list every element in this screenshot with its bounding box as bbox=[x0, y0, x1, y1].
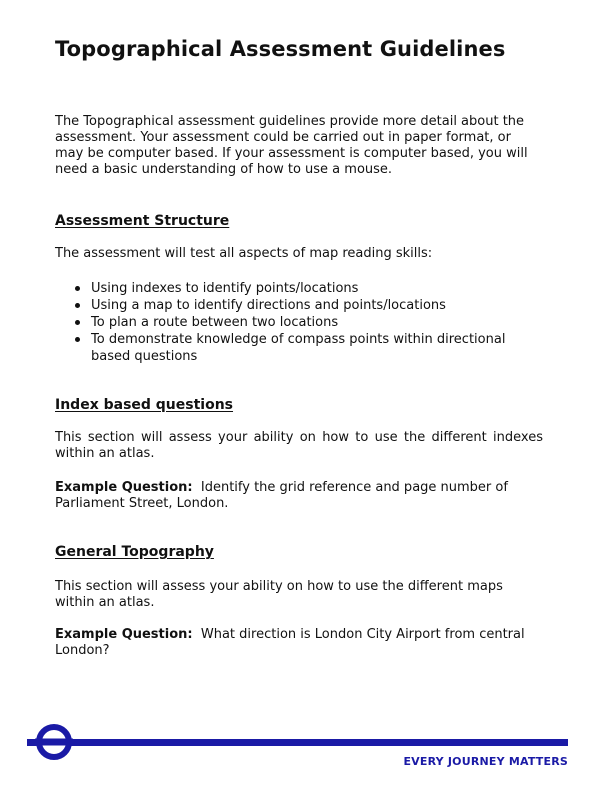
skills-list bbox=[55, 280, 525, 365]
footer-bar bbox=[27, 739, 568, 746]
example-question-label: Example Question: bbox=[55, 627, 193, 642]
assessment-structure-heading: Assessment Structure bbox=[55, 213, 230, 229]
bullet-icon bbox=[75, 303, 80, 308]
assessment-structure-lead: The assessment will test all aspects of map reading skills: bbox=[55, 246, 433, 261]
list-item-text: To demonstrate knowledge of compass points within directional based questions bbox=[91, 332, 506, 364]
list-item bbox=[55, 297, 525, 314]
example-question-text: What direction is London City Airport from central London? bbox=[55, 627, 525, 658]
topography-example-question bbox=[55, 627, 543, 659]
list-item-text: Using a map to identify directions and points/locations bbox=[91, 298, 446, 313]
general-topography-heading: General Topography bbox=[55, 544, 214, 560]
bullet-icon bbox=[75, 286, 80, 291]
list-item bbox=[55, 314, 525, 331]
list-item bbox=[55, 280, 525, 297]
general-topography-description: This section will assess your ability on how to use the different maps within an atlas. bbox=[55, 579, 503, 610]
page-title: Topographical Assessment Guidelines bbox=[55, 37, 506, 61]
intro-paragraph: The Topographical assessment guidelines provide more detail about the assessment. Your assessment could be carried out in paper format, or may be computer based. If your assessment is computer based, you will need a basic understanding of how to use a mouse. bbox=[55, 114, 528, 177]
footer-slogan: EVERY JOURNEY MATTERS bbox=[403, 755, 568, 768]
example-question-label: Example Question: bbox=[55, 480, 193, 495]
index-example-question bbox=[55, 480, 543, 512]
bullet-icon bbox=[75, 337, 80, 342]
roundel-icon bbox=[35, 723, 73, 761]
list-item bbox=[55, 331, 525, 365]
index-questions-heading: Index based questions bbox=[55, 397, 234, 413]
list-item-text: Using indexes to identify points/locations bbox=[91, 281, 359, 296]
list-item-text: To plan a route between two locations bbox=[91, 315, 339, 330]
index-questions-description: This section will assess your ability on how to use the different indexes within an atlas. bbox=[55, 430, 543, 461]
bullet-icon bbox=[75, 320, 80, 325]
example-question-text: Identify the grid reference and page number of Parliament Street, London. bbox=[55, 480, 508, 511]
